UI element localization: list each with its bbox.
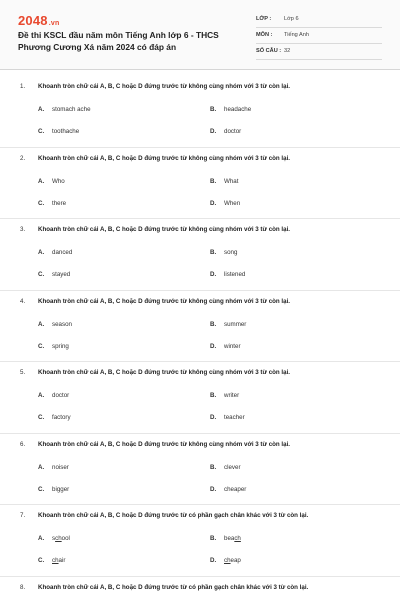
option-text: What (224, 177, 239, 185)
answer-option[interactable] (210, 200, 240, 207)
answer-option[interactable] (38, 343, 69, 350)
option-letter: B. (210, 392, 217, 399)
option-text-part: air (58, 557, 66, 564)
question-text: Khoanh tròn chữ cái A, B, C hoặc D đứng trước từ không cùng nhóm với 3 từ còn lại. (38, 297, 291, 305)
meta-label: SỐ CÂU : (256, 48, 282, 54)
answer-option[interactable] (38, 178, 65, 185)
option-text-part: bea (224, 535, 235, 542)
option-text (52, 557, 65, 564)
answer-option[interactable] (210, 486, 246, 493)
question-number: 5. (20, 369, 26, 376)
answer-option[interactable] (38, 271, 70, 278)
answer-option[interactable] (38, 392, 69, 399)
option-text (52, 535, 70, 542)
option-text: clever (224, 463, 241, 471)
option-text: song (224, 249, 238, 256)
option-underlined-part: ch (52, 557, 59, 564)
meta-row-count (256, 44, 382, 60)
logo-main: 2048 (18, 13, 48, 28)
option-text: summer (224, 320, 247, 328)
meta-value: Lớp 6 (284, 16, 299, 22)
answer-option[interactable] (38, 464, 69, 471)
option-text: season (52, 320, 72, 328)
question-number: 2. (20, 154, 26, 162)
meta-label: LỚP : (256, 16, 272, 22)
question-number: 8. (20, 583, 26, 591)
question-text: Khoanh tròn chữ cái A, B, C hoặc D đứng trước từ không cùng nhóm với 3 từ còn lại. (38, 369, 291, 376)
option-letter: B. (210, 249, 217, 256)
option-underlined-part: ch (234, 535, 241, 542)
exam-meta (256, 12, 382, 60)
answer-option[interactable] (210, 464, 241, 471)
option-letter: D. (210, 128, 217, 135)
option-letter: B. (210, 177, 217, 185)
option-text: writer (224, 392, 240, 399)
option-letter: A. (38, 249, 45, 256)
question-text: Khoanh tròn chữ cái A, B, C hoặc D đứng trước từ có phần gạch chân khác với 3 từ còn lại. (38, 512, 309, 519)
answer-option[interactable] (38, 200, 66, 207)
option-letter: D. (210, 271, 217, 278)
option-underlined-part: ch (55, 535, 62, 542)
question-list (0, 76, 400, 600)
option-text: spring (52, 342, 69, 350)
option-text: bigger (52, 485, 70, 493)
option-letter: C. (38, 128, 45, 135)
question-text: Khoanh tròn chữ cái A, B, C hoặc D đứng trước từ không cùng nhóm với 3 từ còn lại. (38, 440, 291, 448)
question-item (0, 219, 400, 291)
question-item (0, 505, 400, 577)
answer-option[interactable] (38, 321, 72, 328)
option-letter: C. (38, 557, 45, 564)
option-text: noiser (52, 463, 69, 471)
question-item (0, 291, 400, 363)
document-title: Đề thi KSCL đầu năm môn Tiếng Anh lớp 6 - THCS Phương Cương Xá năm 2024 có đáp án (18, 30, 219, 52)
question-text: Khoanh tròn chữ cái A, B, C hoặc D đứng trước từ không cùng nhóm với 3 từ còn lại. (38, 83, 291, 90)
option-text-part: s (52, 535, 56, 542)
answer-option[interactable] (38, 249, 72, 256)
option-letter: A. (38, 177, 45, 185)
answer-option[interactable] (38, 535, 70, 542)
option-letter: C. (38, 485, 45, 493)
option-text (224, 535, 241, 542)
option-text-part: ool (61, 535, 70, 542)
question-item (0, 76, 400, 148)
option-letter: D. (210, 414, 217, 421)
option-letter: B. (210, 106, 217, 113)
option-letter: A. (38, 535, 45, 542)
option-text: winter (224, 342, 241, 350)
option-text: teacher (224, 414, 245, 421)
answer-option[interactable] (210, 106, 251, 113)
question-item (0, 362, 400, 434)
option-letter: C. (38, 271, 45, 278)
question-number: 1. (20, 83, 26, 90)
option-letter: A. (38, 392, 45, 399)
question-number: 3. (20, 226, 26, 233)
answer-option[interactable] (210, 271, 245, 278)
logo-suffix: .vn (48, 20, 60, 27)
answer-option[interactable] (210, 392, 239, 399)
question-text: Khoanh tròn chữ cái A, B, C hoặc D đứng trước từ không cùng nhóm với 3 từ còn lại. (38, 226, 291, 233)
option-text: stayed (52, 271, 71, 278)
question-item (0, 148, 400, 220)
document-header (0, 0, 400, 70)
question-text: Khoanh tròn chữ cái A, B, C hoặc D đứng trước từ có phần gạch chân khác với 3 từ còn lại. (38, 583, 309, 591)
option-text: toothache (52, 128, 80, 135)
answer-option[interactable] (38, 414, 71, 421)
answer-option[interactable] (210, 557, 241, 564)
question-item (0, 434, 400, 506)
question-number: 4. (20, 297, 26, 305)
option-text: danced (52, 249, 73, 256)
answer-option[interactable] (210, 343, 241, 350)
option-letter: A. (38, 106, 45, 113)
option-text: doctor (52, 392, 70, 399)
option-letter: C. (38, 414, 45, 421)
option-letter: A. (38, 320, 45, 328)
meta-row-class (256, 12, 382, 28)
option-letter: B. (210, 535, 217, 542)
option-text: doctor (224, 128, 242, 135)
question-number: 6. (20, 440, 26, 448)
option-text: listened (224, 271, 246, 278)
option-text: headache (224, 106, 252, 113)
option-text: Who (52, 177, 65, 185)
option-text-part: eap (230, 557, 241, 564)
option-letter: D. (210, 485, 217, 493)
answer-option[interactable] (38, 106, 91, 113)
option-letter: D. (210, 557, 217, 564)
option-letter: B. (210, 320, 217, 328)
option-letter: A. (38, 463, 45, 471)
option-text: there (52, 199, 67, 207)
option-letter: D. (210, 342, 217, 350)
question-number: 7. (20, 512, 26, 519)
answer-option[interactable] (210, 249, 237, 256)
option-letter: B. (210, 463, 217, 471)
option-underlined-part: ch (224, 557, 231, 564)
option-letter: C. (38, 342, 45, 350)
site-logo[interactable] (18, 13, 59, 28)
option-text: stomach ache (52, 106, 91, 113)
answer-option[interactable] (38, 557, 65, 564)
answer-option[interactable] (210, 128, 241, 135)
question-text: Khoanh tròn chữ cái A, B, C hoặc D đứng trước từ không cùng nhóm với 3 từ còn lại. (38, 154, 291, 162)
option-text (224, 557, 241, 564)
option-text: When (224, 199, 241, 207)
answer-option[interactable] (38, 128, 79, 135)
answer-option[interactable] (210, 535, 241, 542)
option-text: factory (52, 414, 71, 421)
option-letter: D. (210, 199, 217, 207)
answer-option[interactable] (210, 321, 246, 328)
answer-option[interactable] (210, 178, 238, 185)
option-letter: C. (38, 199, 45, 207)
question-item (0, 577, 400, 600)
answer-option[interactable] (210, 414, 245, 421)
meta-value: Tiếng Anh (284, 32, 309, 38)
option-text: cheaper (224, 485, 247, 493)
answer-option[interactable] (38, 486, 69, 493)
meta-row-subject (256, 28, 382, 44)
meta-value: 32 (284, 48, 291, 54)
meta-label: MÔN : (256, 32, 273, 38)
